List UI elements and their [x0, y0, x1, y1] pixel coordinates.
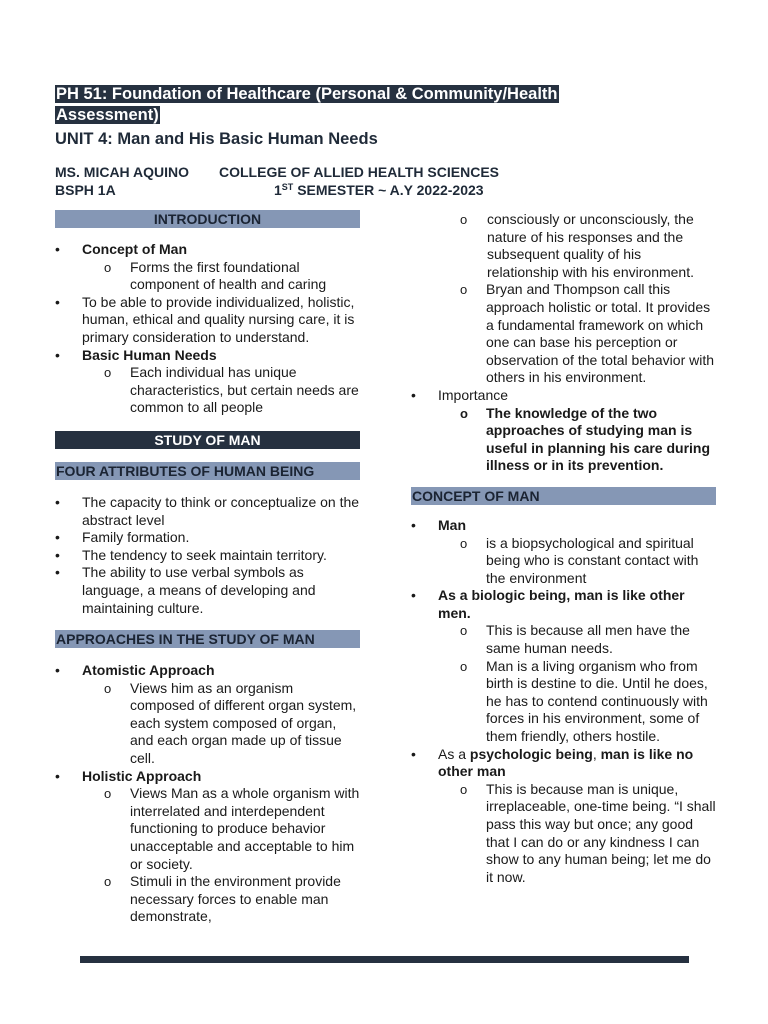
list-item: o This is because man is unique, irreplaceable, one-time being. “I shall pass this way but once; any good that I can do or any kindness I can show to any human being; let me do it now. — [411, 781, 716, 887]
footer-divider — [80, 956, 689, 963]
list-item: • Man — [411, 517, 716, 535]
list-item: • As a biologic being, man is like other men. — [411, 587, 716, 622]
list-item-continued: o consciously or unconsciously, the nature of his responses and the subsequent quality of his relationship with his environment. — [411, 211, 716, 281]
unit-title: UNIT 4: Man and His Basic Human Needs — [55, 130, 378, 148]
section-label: BSPH 1A — [55, 182, 116, 198]
document-header — [55, 84, 655, 150]
attributes-list — [55, 494, 360, 617]
list-item: o Forms the first foundational component of health and caring — [55, 259, 360, 294]
list-item: • As a psychologic being, man is like no other man — [411, 746, 716, 781]
list-item: • The ability to use verbal symbols as language, a means of developing and maintaining culture. — [55, 564, 360, 617]
list-item: o This is because all men have the same human needs. — [411, 622, 716, 657]
semester-label: 1ST SEMESTER ~ A.Y 2022-2023 — [274, 182, 484, 198]
list-item: o Each individual has unique characteristics, but certain needs are common to all people — [55, 364, 360, 417]
list-item: • Concept of Man — [55, 241, 360, 259]
attributes-heading: FOUR ATTRIBUTES OF HUMAN BEING — [55, 462, 360, 480]
left-column — [55, 210, 360, 926]
list-item: o is a biopsychological and spiritual being who is constant contact with the environment — [411, 535, 716, 588]
list-item: o Views Man as a whole organism with interrelated and interdependent functioning to produce behavior unacceptable and acceptable to him or society. — [55, 785, 360, 873]
study-of-man-heading: STUDY OF MAN — [55, 431, 360, 449]
list-item: o Views him as an organism composed of different organ system, each system composed of organ, and each organ made up of tissue cell. — [55, 680, 360, 768]
list-item: • Family formation. — [55, 529, 360, 547]
list-item: • Holistic Approach — [55, 768, 360, 786]
instructor-name: MS. MICAH AQUINO — [55, 164, 190, 180]
concept-of-man-heading: CONCEPT OF MAN — [411, 487, 716, 505]
list-item: • Atomistic Approach — [55, 662, 360, 680]
holistic-continued-list — [411, 211, 716, 475]
course-title: PH 51: Foundation of Healthcare (Personal & Community/Health Assessment) — [56, 85, 558, 124]
college-name: COLLEGE OF ALLIED HEALTH SCIENCES — [219, 164, 500, 180]
introduction-heading: INTRODUCTION — [55, 210, 360, 228]
approaches-heading: APPROACHES IN THE STUDY OF MAN — [55, 630, 360, 648]
list-item: • The tendency to seek maintain territory. — [55, 547, 360, 565]
course-title-block — [55, 84, 615, 126]
list-item: o The knowledge of the two approaches of studying man is useful in planning his care during illness or in its prevention. — [411, 405, 716, 475]
approaches-list — [55, 662, 360, 926]
introduction-list — [55, 241, 360, 417]
concept-of-man-list — [411, 517, 716, 886]
list-item: o Stimuli in the environment provide necessary forces to enable man demonstrate, — [55, 873, 360, 926]
list-item: • The capacity to think or conceptualize on the abstract level — [55, 494, 360, 529]
list-item: o Bryan and Thompson call this approach holistic or total. It provides a fundamental framework on which one can base his perception or observation of the total behavior with others in his environment. — [411, 281, 716, 387]
right-column — [411, 211, 716, 886]
list-item: • To be able to provide individualized, holistic, human, ethical and quality nursing care, it is primary consideration to understand. — [55, 294, 360, 347]
list-item: • Importance — [411, 387, 716, 405]
list-item: • Basic Human Needs — [55, 347, 360, 365]
list-item: o Man is a living organism who from birth is destine to die. Until he does, he has to contend continuously with forces in his environment, some of them friendly, others hostile. — [411, 658, 716, 746]
